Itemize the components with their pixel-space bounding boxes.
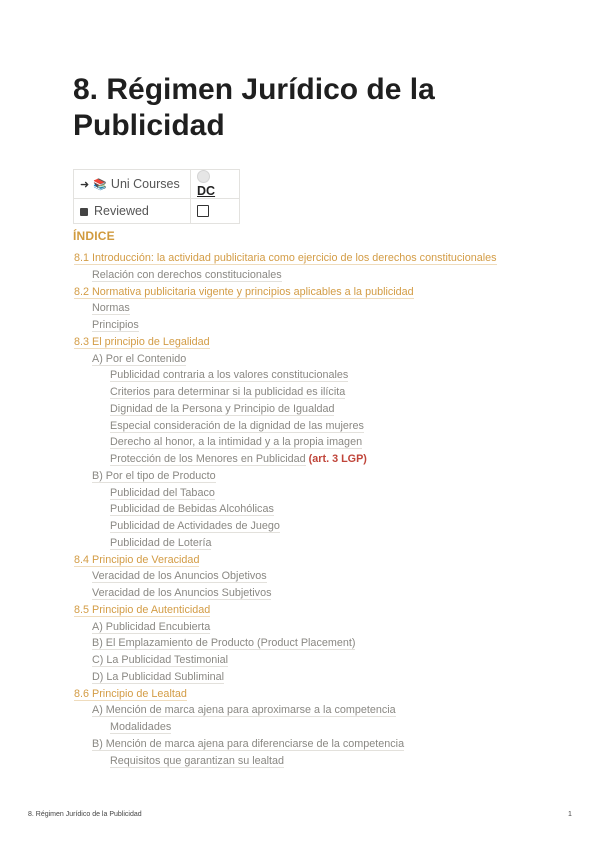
toc-item[interactable] bbox=[74, 552, 554, 569]
property-value-course bbox=[191, 170, 240, 199]
toc-item[interactable] bbox=[74, 619, 554, 636]
relation-arrow-icon: ➜ bbox=[80, 179, 90, 191]
property-row-reviewed bbox=[74, 199, 240, 224]
property-key-course bbox=[74, 170, 191, 199]
toc-item[interactable] bbox=[74, 501, 554, 518]
reviewed-checkbox[interactable] bbox=[197, 205, 209, 217]
toc-item-link[interactable]: B) Por el tipo de Producto bbox=[92, 469, 216, 482]
toc-item[interactable] bbox=[74, 434, 554, 451]
toc-item[interactable] bbox=[74, 518, 554, 535]
books-icon: 📚 bbox=[93, 179, 107, 191]
checkbox-property-icon bbox=[80, 208, 88, 216]
page-number: 1 bbox=[568, 811, 572, 818]
toc-item-link[interactable]: Derecho al honor, a la intimidad y a la propia imagen bbox=[110, 436, 363, 449]
toc-item[interactable] bbox=[74, 686, 554, 703]
toc-item-link[interactable]: Dignidad de la Persona y Principio de Igualdad bbox=[110, 402, 335, 415]
toc-item-link[interactable]: A) Mención de marca ajena para aproximarse a la competencia bbox=[92, 704, 396, 717]
property-key-reviewed bbox=[74, 199, 191, 224]
toc-item-link[interactable]: Publicidad contraria a los valores constitucionales bbox=[110, 369, 349, 382]
toc-item[interactable] bbox=[74, 669, 554, 686]
toc-item[interactable] bbox=[74, 719, 554, 736]
toc-item[interactable] bbox=[74, 250, 554, 267]
toc-item[interactable] bbox=[74, 351, 554, 368]
toc-item-link[interactable]: Veracidad de los Anuncios Subjetivos bbox=[92, 587, 272, 599]
toc-item[interactable] bbox=[74, 267, 554, 284]
toc-item[interactable] bbox=[74, 401, 554, 418]
property-label-course: Uni Courses bbox=[110, 177, 180, 191]
properties-table bbox=[73, 169, 240, 224]
toc-item-link[interactable]: Principios bbox=[92, 319, 139, 331]
toc-item-link[interactable]: Publicidad del Tabaco bbox=[110, 486, 215, 499]
toc-heading: ÍNDICE bbox=[73, 229, 115, 243]
toc-item-link[interactable]: 8.5 Principio de Autenticidad bbox=[74, 603, 211, 616]
toc-item[interactable] bbox=[74, 585, 554, 602]
toc-item-link[interactable]: D) La Publicidad Subliminal bbox=[92, 670, 225, 683]
page-title: 8. Régimen Jurídico de la Publicidad bbox=[73, 73, 435, 142]
toc-item-link[interactable]: Publicidad de Bebidas Alcohólicas bbox=[110, 503, 274, 516]
toc-item[interactable] bbox=[74, 384, 554, 401]
table-of-contents bbox=[74, 250, 554, 769]
toc-item-link[interactable]: A) Publicidad Encubierta bbox=[92, 620, 211, 633]
toc-item-reference: (art. 3 LGP) bbox=[308, 453, 367, 465]
toc-item[interactable] bbox=[74, 602, 554, 619]
toc-item[interactable] bbox=[74, 635, 554, 652]
toc-item-link[interactable]: Modalidades bbox=[110, 721, 172, 733]
toc-item-link[interactable]: B) El Emplazamiento de Producto (Product Placement) bbox=[92, 637, 356, 650]
toc-item[interactable] bbox=[74, 317, 554, 334]
toc-item-link[interactable]: 8.4 Principio de Veracidad bbox=[74, 553, 200, 566]
toc-item-link[interactable]: Normas bbox=[92, 302, 130, 315]
toc-item-link[interactable]: 8.6 Principio de Lealtad bbox=[74, 687, 187, 700]
toc-item-link[interactable]: Protección de los Menores en Publicidad bbox=[110, 453, 306, 465]
property-value-reviewed bbox=[191, 199, 240, 224]
toc-item[interactable] bbox=[74, 702, 554, 719]
toc-item[interactable] bbox=[74, 300, 554, 317]
course-relation-link[interactable]: DC bbox=[197, 184, 216, 198]
property-label-reviewed: Reviewed bbox=[94, 204, 149, 218]
toc-item[interactable] bbox=[74, 418, 554, 435]
toc-item[interactable] bbox=[74, 568, 554, 585]
toc-item[interactable] bbox=[74, 284, 554, 301]
toc-item-link[interactable]: B) Mención de marca ajena para diferenciarse de la competencia bbox=[92, 737, 405, 750]
toc-item-link[interactable]: Especial consideración de la dignidad de las mujeres bbox=[110, 419, 364, 432]
toc-item[interactable] bbox=[74, 753, 554, 770]
toc-item-link[interactable]: 8.3 El principio de Legalidad bbox=[74, 335, 210, 348]
page-dot-icon bbox=[197, 170, 210, 183]
toc-item[interactable] bbox=[74, 334, 554, 351]
toc-item-link[interactable]: Relación con derechos constitucionales bbox=[92, 268, 282, 281]
toc-item-link[interactable]: Veracidad de los Anuncios Objetivos bbox=[92, 570, 267, 583]
toc-item[interactable] bbox=[74, 535, 554, 552]
toc-item-link[interactable]: 8.1 Introducción: la actividad publicitaria como ejercicio de los derechos constitucionales bbox=[74, 252, 497, 264]
toc-item-link[interactable]: Publicidad de Lotería bbox=[110, 536, 212, 549]
toc-item[interactable] bbox=[74, 652, 554, 669]
toc-item[interactable] bbox=[74, 367, 554, 384]
toc-item[interactable] bbox=[74, 451, 554, 468]
toc-item-link[interactable]: Criterios para determinar si la publicidad es ilícita bbox=[110, 386, 346, 398]
toc-item-link[interactable]: Publicidad de Actividades de Juego bbox=[110, 520, 280, 532]
toc-item-link[interactable]: A) Por el Contenido bbox=[92, 352, 187, 365]
toc-item-link[interactable]: 8.2 Normativa publicitaria vigente y principios aplicables a la publicidad bbox=[74, 285, 414, 298]
toc-item-link[interactable]: C) La Publicidad Testimonial bbox=[92, 654, 229, 666]
toc-item[interactable] bbox=[74, 468, 554, 485]
toc-item[interactable] bbox=[74, 736, 554, 753]
property-row-course bbox=[74, 170, 240, 199]
toc-item-link[interactable]: Requisitos que garantizan su lealtad bbox=[110, 754, 285, 767]
toc-item[interactable] bbox=[74, 485, 554, 502]
footer-title: 8. Régimen Jurídico de la Publicidad bbox=[28, 811, 142, 818]
